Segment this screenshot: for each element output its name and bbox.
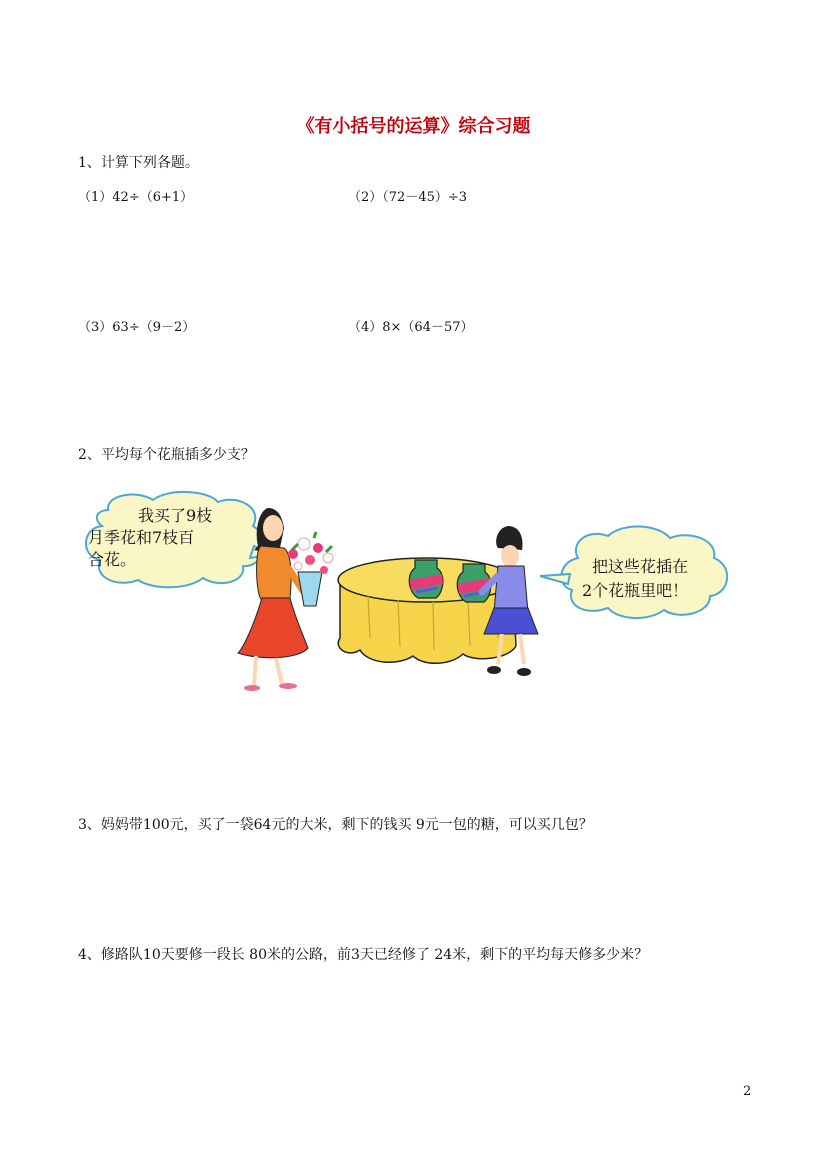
speech-bubble-left [86, 492, 274, 587]
flower-scene-illustration [78, 488, 748, 698]
question-1-item-4: （4）8×（64－57） [348, 320, 474, 335]
page-title: 《有小括号的运算》综合习题 [296, 116, 531, 137]
bubble-right-line-1: 把这些花插在 [592, 557, 689, 576]
bubble-left-line-1: 我买了9枝 [138, 506, 213, 525]
bubble-left-line-2: 月季花和7枝百 [88, 528, 195, 547]
bubble-left-line-3: 合花。 [88, 550, 137, 569]
bubble-right-line-2: 2个花瓶里吧！ [582, 581, 689, 600]
question-2-prompt: 2、平均每个花瓶插多少支？ [78, 447, 255, 463]
question-1-item-1: （1）42÷（6+1） [78, 190, 194, 205]
question-3-prompt: 3、妈妈带100元，买了一袋64元的大米，剩下的钱买 9元一包的糖，可以买几包？ [78, 817, 593, 833]
page-number: 2 [743, 1084, 752, 1099]
question-1-item-3: （3）63÷（9－2） [78, 320, 196, 335]
question-1-prompt: 1、计算下列各题。 [78, 155, 199, 171]
speech-bubble-right [540, 526, 727, 618]
question-1-item-2: （2）（72－45）÷3 [348, 190, 468, 205]
flower-bouquet [288, 532, 333, 606]
question-4-prompt: 4、修路队10天要修一段长 80米的公路，前3天已经修了 24米，剩下的平均每天修多少米？ [78, 947, 649, 963]
